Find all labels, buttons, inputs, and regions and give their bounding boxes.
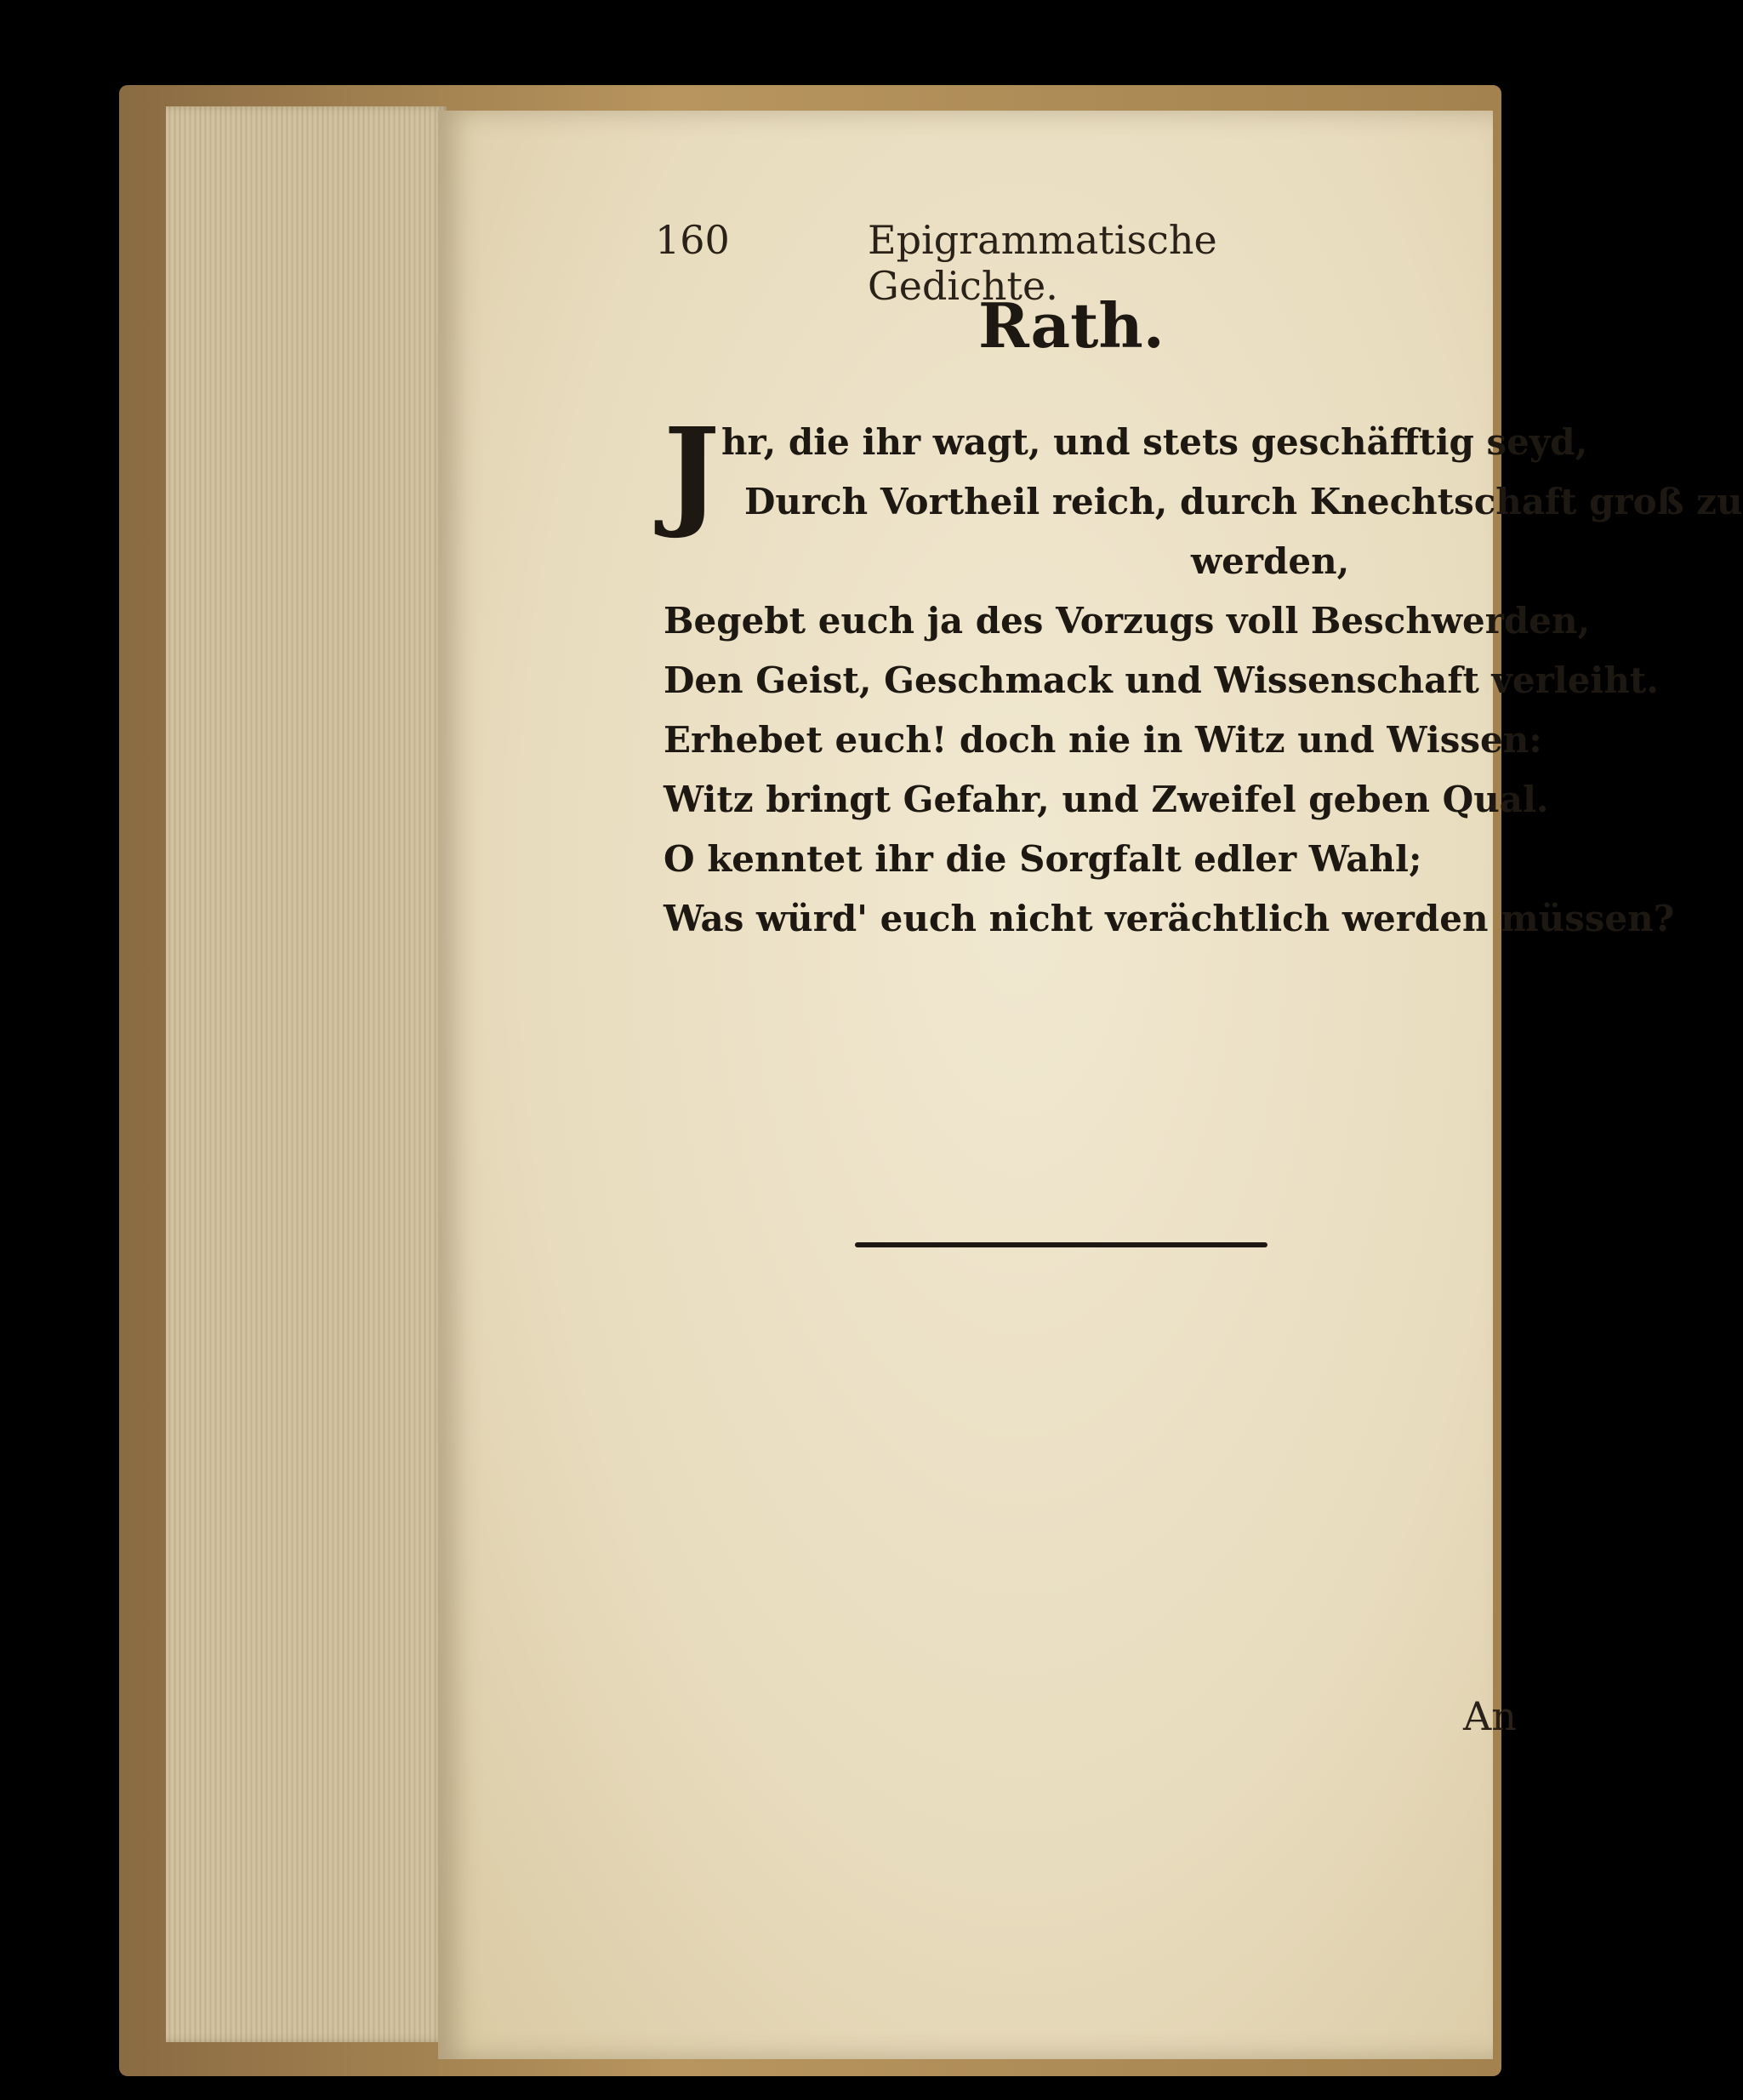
poem-line: Durch Vortheil reich, durch Knechtschaft groß zu [744, 481, 1743, 522]
section-rule [855, 1242, 1267, 1247]
book-page [438, 111, 1493, 2059]
page-edges [166, 106, 447, 2042]
poem-line: hr, die ihr wagt, und stets geschäfftig seyd, [721, 421, 1588, 463]
catchword: An [1463, 1693, 1517, 1739]
page-header [655, 217, 1336, 309]
page-number: 160 [655, 217, 730, 263]
running-head: Epigrammatische Gedichte. [868, 217, 1217, 309]
poem-title: Rath. [978, 289, 1165, 362]
poem-line: Erhebet euch! doch nie in Witz und Wissen: [664, 719, 1542, 761]
poem-line: Begebt euch ja des Vorzugs voll Beschwerden, [664, 600, 1591, 642]
poem-line: Witz bringt Gefahr, und Zweifel geben Qual. [664, 779, 1549, 820]
poem-line: Den Geist, Geschmack und Wissenschaft verleiht. [664, 659, 1659, 701]
poem-line: O kenntet ihr die Sorgfalt edler Wahl; [664, 838, 1422, 880]
drop-cap: J [664, 402, 721, 542]
poem-line: Was würd' euch nicht verächtlich werden müssen? [664, 898, 1675, 939]
poem-line: werden, [1191, 540, 1350, 582]
